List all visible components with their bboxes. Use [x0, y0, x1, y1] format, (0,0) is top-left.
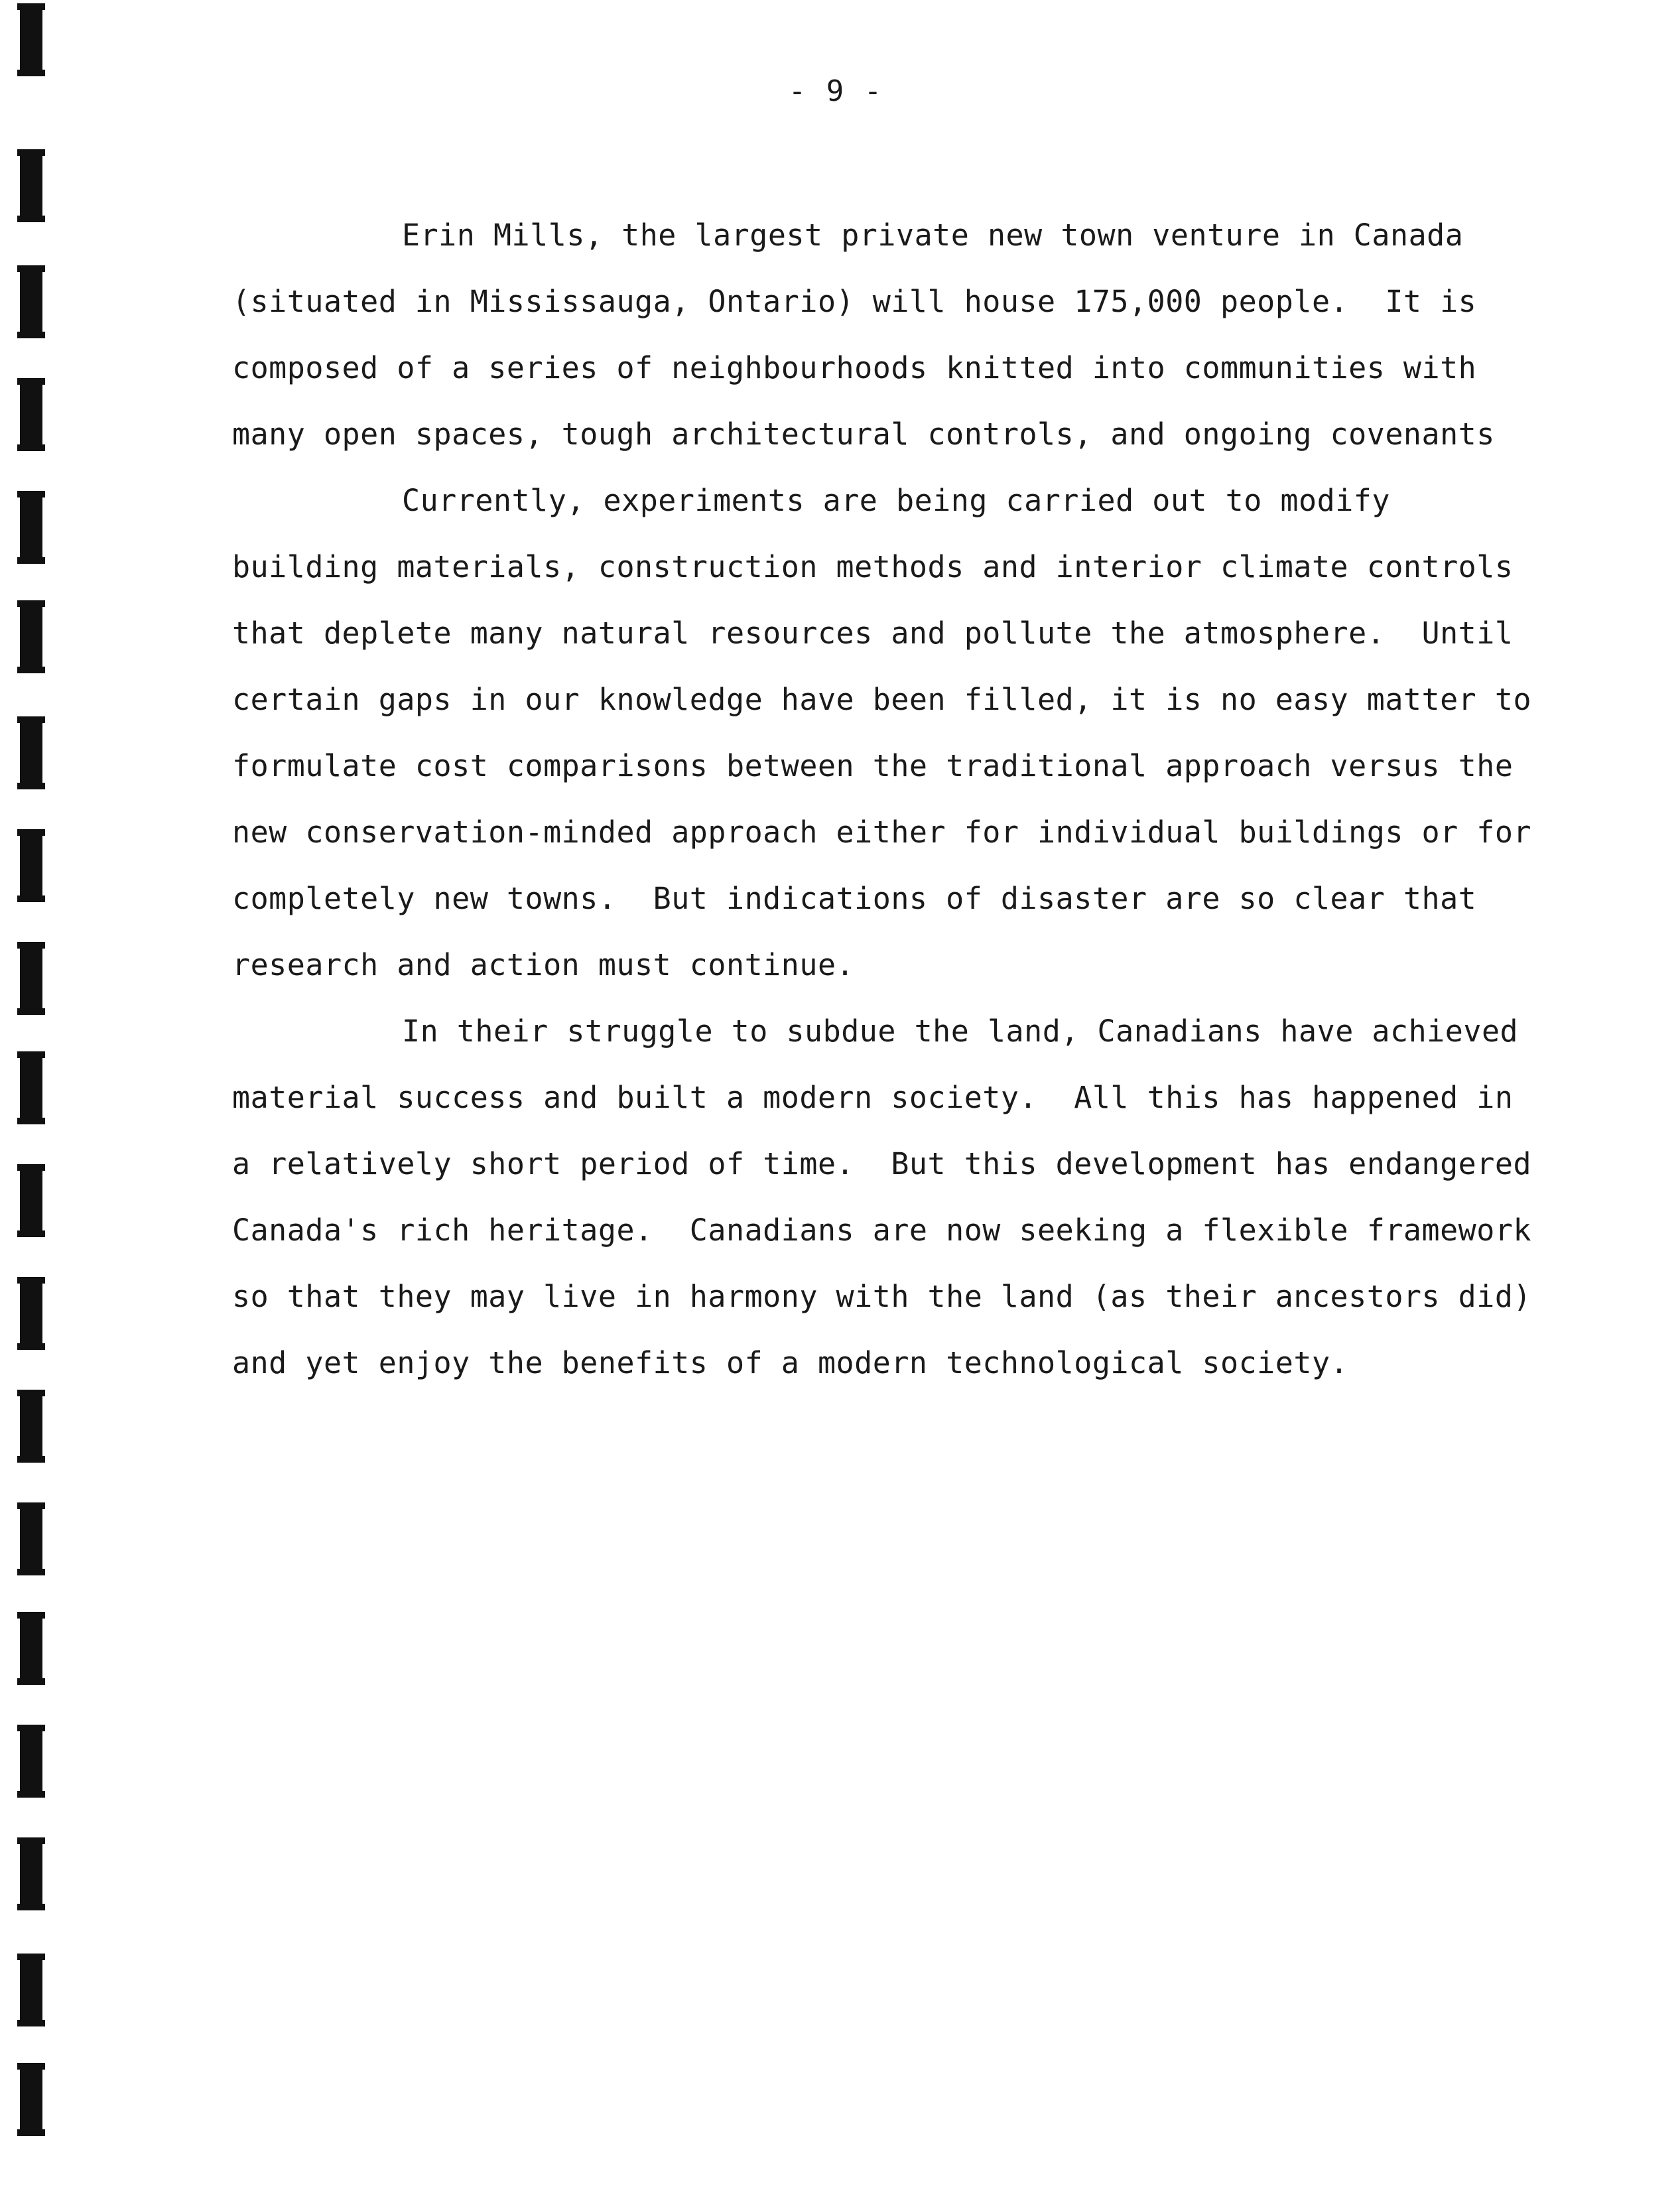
- text-line: that deplete many natural resources and pollute the atmosphere. Until: [232, 616, 1514, 651]
- text-line: a relatively short period of time. But this development has endangered: [232, 1146, 1532, 1181]
- text-line: material success and built a modern society. All this has happened in: [232, 1080, 1514, 1115]
- text-line: and yet enjoy the benefits of a modern technological society.: [232, 1345, 1349, 1380]
- binding-hole: [20, 942, 42, 1015]
- body-text: [232, 202, 1532, 1396]
- text-line: new conservation-minded approach either for individual buildings or for: [232, 815, 1532, 850]
- text-line: building materials, construction methods and interior climate controls: [232, 549, 1514, 584]
- binding-holes: [20, 0, 46, 2189]
- text-line: Erin Mills, the largest private new town venture in Canada: [402, 218, 1464, 253]
- binding-hole: [20, 378, 42, 451]
- binding-hole: [20, 265, 42, 338]
- binding-hole: [20, 829, 42, 902]
- binding-hole: [20, 1051, 42, 1124]
- binding-hole: [20, 1725, 42, 1798]
- text-line: Canada's rich heritage. Canadians are now seeking a flexible framework: [232, 1213, 1532, 1248]
- binding-hole: [20, 1954, 42, 2026]
- text-line: (situated in Mississauga, Ontario) will house 175,000 people. It is: [232, 284, 1477, 319]
- binding-hole: [20, 1164, 42, 1237]
- paragraph: [232, 468, 1532, 998]
- binding-hole: [20, 1277, 42, 1350]
- binding-hole: [20, 2063, 42, 2136]
- text-line: research and action must continue.: [232, 947, 855, 982]
- binding-hole: [20, 491, 42, 564]
- text-line: certain gaps in our knowledge have been filled, it is no easy matter to: [232, 682, 1532, 717]
- binding-hole: [20, 600, 42, 673]
- page-number: - 9 -: [788, 74, 883, 108]
- binding-hole: [20, 1837, 42, 1910]
- text-line: composed of a series of neighbourhoods knitted into communities with: [232, 350, 1477, 385]
- binding-hole: [20, 149, 42, 222]
- text-line: completely new towns. But indications of disaster are so clear that: [232, 881, 1477, 916]
- binding-hole: [20, 716, 42, 789]
- text-line: In their struggle to subdue the land, Canadians have achieved: [402, 1014, 1519, 1049]
- text-line: so that they may live in harmony with the land (as their ancestors did): [232, 1279, 1532, 1314]
- paragraph: [232, 202, 1495, 468]
- binding-hole: [20, 3, 42, 76]
- text-line: Currently, experiments are being carried out to modify: [402, 483, 1390, 518]
- text-line: many open spaces, tough architectural controls, and ongoing covenants: [232, 417, 1495, 452]
- binding-hole: [20, 1612, 42, 1685]
- binding-hole: [20, 1502, 42, 1575]
- paragraph: [232, 998, 1532, 1396]
- text-line: formulate cost comparisons between the traditional approach versus the: [232, 748, 1514, 783]
- binding-hole: [20, 1390, 42, 1463]
